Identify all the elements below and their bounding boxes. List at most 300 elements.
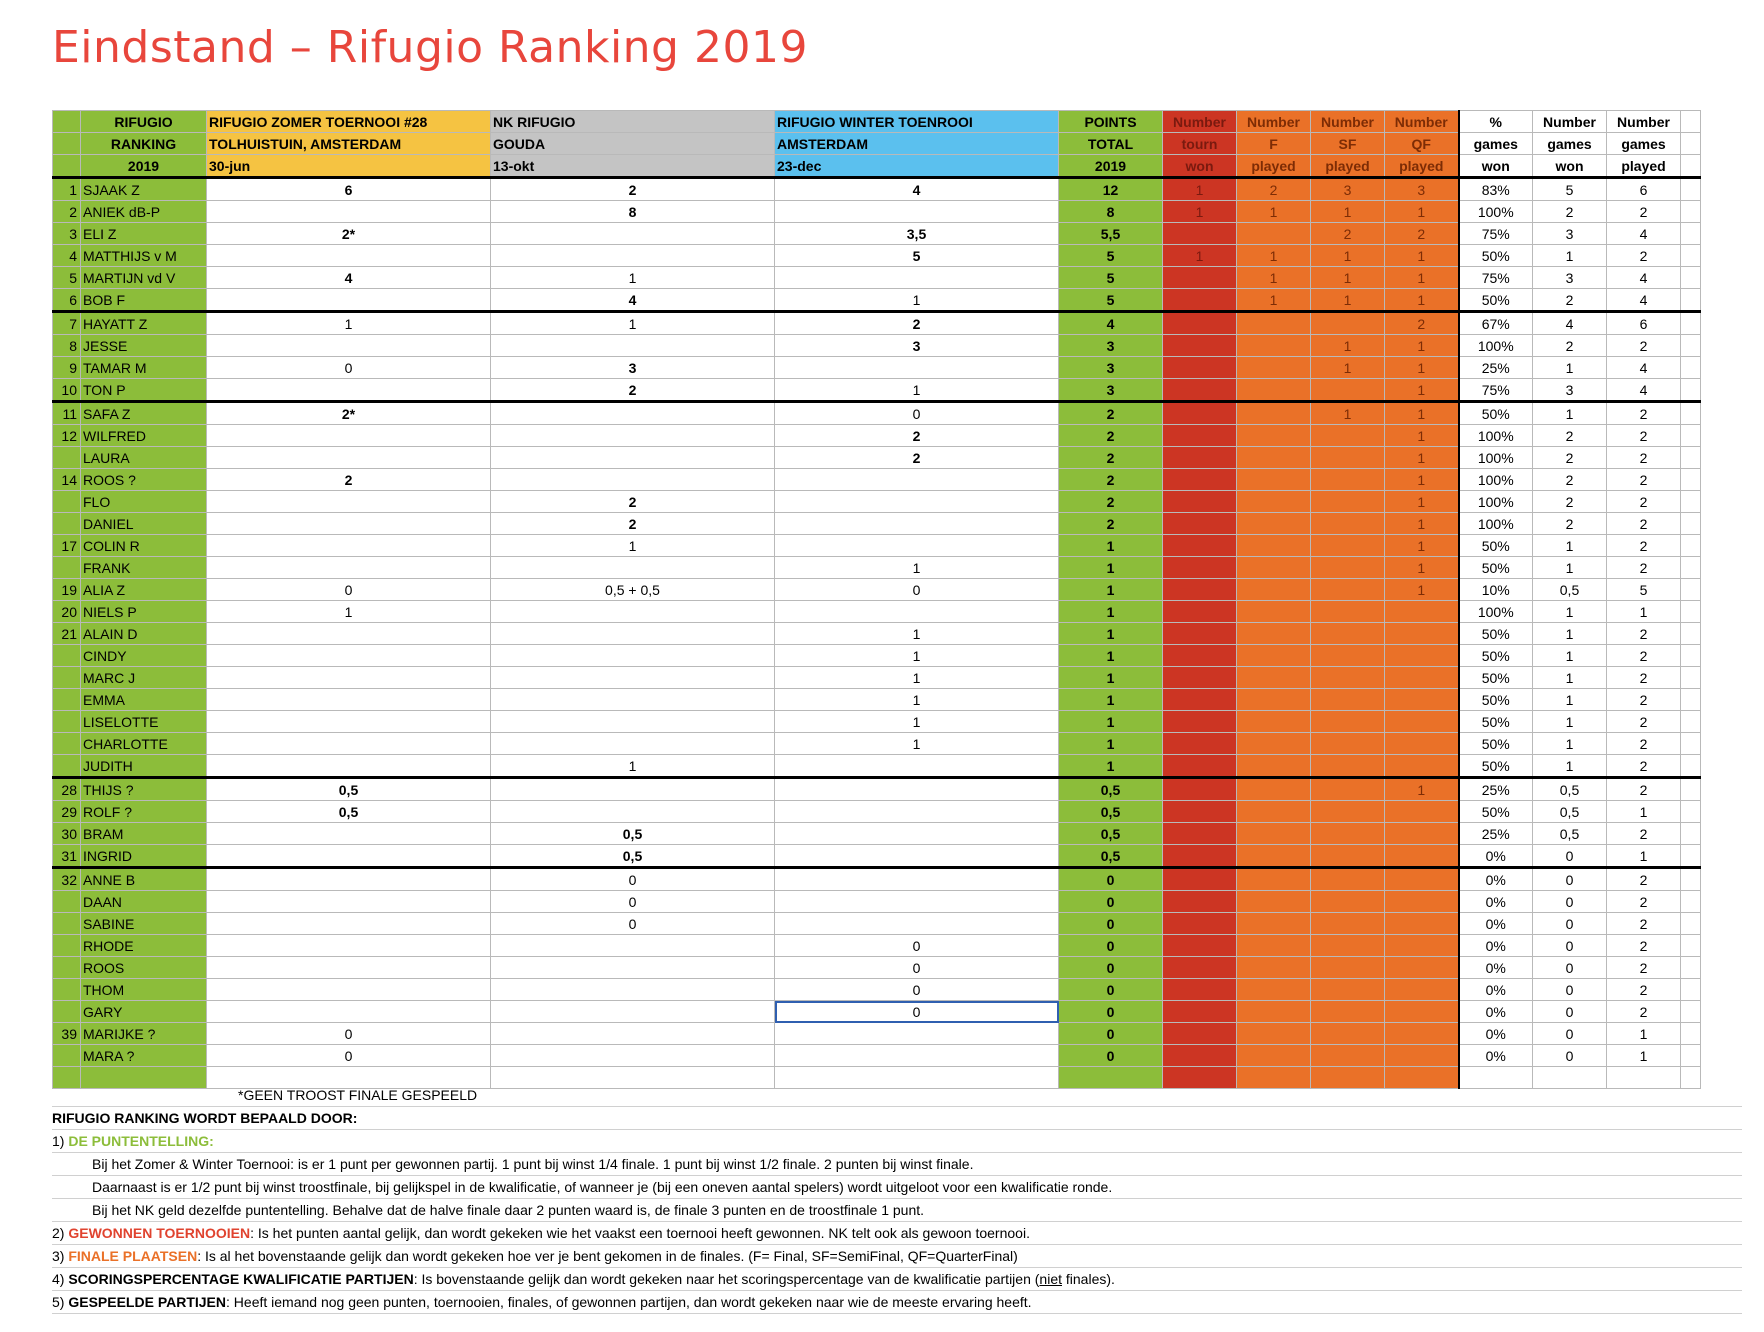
rank-cell[interactable]: 21 [53,623,81,645]
f-played[interactable]: 2 [1237,178,1311,201]
nk-score[interactable] [491,601,775,623]
winter-score[interactable]: 0 [775,935,1059,957]
games-won[interactable]: 2 [1533,289,1607,312]
points-total[interactable]: 1 [1059,535,1163,557]
rank-cell[interactable] [53,689,81,711]
winter-score[interactable]: 1 [775,711,1059,733]
winter-score[interactable] [775,891,1059,913]
pct-games-won[interactable]: 100% [1459,425,1533,447]
qf-played[interactable]: 3 [1385,178,1459,201]
winter-score[interactable] [775,1045,1059,1067]
f-played[interactable] [1237,733,1311,755]
rank-cell[interactable] [53,513,81,535]
player-name[interactable]: INGRID [81,845,207,868]
games-won[interactable]: 1 [1533,645,1607,667]
games-won[interactable]: 0,5 [1533,778,1607,801]
zomer-score[interactable]: 0 [207,579,491,601]
pct-games-won[interactable]: 50% [1459,801,1533,823]
nk-score[interactable] [491,402,775,425]
zomer-score[interactable]: 2* [207,402,491,425]
zomer-score[interactable] [207,957,491,979]
games-won[interactable]: 1 [1533,733,1607,755]
rank-cell[interactable] [53,1001,81,1023]
games-played[interactable]: 2 [1607,778,1681,801]
tourn-won[interactable] [1163,1001,1237,1023]
tourn-won[interactable] [1163,891,1237,913]
tourn-won[interactable] [1163,557,1237,579]
tourn-won[interactable] [1163,1045,1237,1067]
winter-score[interactable]: 1 [775,667,1059,689]
pct-games-won[interactable]: 50% [1459,711,1533,733]
sf-played[interactable] [1311,469,1385,491]
points-total[interactable]: 12 [1059,178,1163,201]
games-played[interactable]: 2 [1607,447,1681,469]
points-total[interactable]: 3 [1059,357,1163,379]
pct-games-won[interactable]: 50% [1459,557,1533,579]
qf-played[interactable] [1385,689,1459,711]
pct-games-won[interactable]: 0% [1459,891,1533,913]
games-won[interactable]: 2 [1533,335,1607,357]
games-won[interactable]: 0 [1533,957,1607,979]
points-total[interactable]: 0,5 [1059,845,1163,868]
nk-score[interactable] [491,469,775,491]
games-won[interactable]: 3 [1533,379,1607,402]
player-name[interactable]: LISELOTTE [81,711,207,733]
sf-played[interactable]: 1 [1311,335,1385,357]
player-name[interactable]: CINDY [81,645,207,667]
points-total[interactable]: 0 [1059,913,1163,935]
zomer-score[interactable] [207,935,491,957]
rank-cell[interactable] [53,979,81,1001]
winter-score[interactable]: 0 [775,402,1059,425]
tourn-won[interactable] [1163,823,1237,845]
f-played[interactable] [1237,491,1311,513]
tourn-won[interactable] [1163,957,1237,979]
nk-score[interactable]: 2 [491,513,775,535]
f-played[interactable] [1237,913,1311,935]
nk-score[interactable] [491,1045,775,1067]
sf-played[interactable] [1311,957,1385,979]
rank-cell[interactable]: 17 [53,535,81,557]
pct-games-won[interactable]: 100% [1459,513,1533,535]
games-played[interactable]: 2 [1607,535,1681,557]
f-played[interactable] [1237,1001,1311,1023]
f-played[interactable] [1237,778,1311,801]
pct-games-won[interactable]: 50% [1459,289,1533,312]
nk-score[interactable] [491,245,775,267]
sf-played[interactable] [1311,645,1385,667]
sf-played[interactable] [1311,935,1385,957]
nk-score[interactable]: 2 [491,178,775,201]
sf-played[interactable] [1311,1001,1385,1023]
zomer-score[interactable] [207,868,491,891]
games-played[interactable]: 2 [1607,491,1681,513]
f-played[interactable] [1237,845,1311,868]
winter-score[interactable]: 0 [775,1001,1059,1023]
winter-score[interactable]: 0 [775,979,1059,1001]
sf-played[interactable] [1311,601,1385,623]
sf-played[interactable]: 1 [1311,201,1385,223]
pct-games-won[interactable]: 0% [1459,845,1533,868]
points-total[interactable]: 5,5 [1059,223,1163,245]
f-played[interactable] [1237,601,1311,623]
winter-score[interactable] [775,491,1059,513]
games-played[interactable]: 2 [1607,689,1681,711]
player-name[interactable]: ROOS ? [81,469,207,491]
pct-games-won[interactable]: 75% [1459,267,1533,289]
nk-score[interactable] [491,1023,775,1045]
zomer-score[interactable]: 4 [207,267,491,289]
qf-played[interactable] [1385,823,1459,845]
games-won[interactable]: 1 [1533,689,1607,711]
zomer-score[interactable] [207,335,491,357]
points-total[interactable]: 1 [1059,645,1163,667]
games-played[interactable]: 2 [1607,425,1681,447]
winter-score[interactable] [775,513,1059,535]
f-played[interactable] [1237,979,1311,1001]
pct-games-won[interactable]: 0% [1459,913,1533,935]
player-name[interactable]: TAMAR M [81,357,207,379]
games-played[interactable]: 2 [1607,979,1681,1001]
zomer-score[interactable] [207,201,491,223]
winter-score[interactable]: 1 [775,379,1059,402]
games-won[interactable]: 0 [1533,891,1607,913]
games-played[interactable]: 1 [1607,1045,1681,1067]
games-won[interactable]: 5 [1533,178,1607,201]
zomer-score[interactable]: 6 [207,178,491,201]
player-name[interactable]: ROOS [81,957,207,979]
points-total[interactable]: 1 [1059,733,1163,755]
zomer-score[interactable] [207,891,491,913]
tourn-won[interactable] [1163,601,1237,623]
f-played[interactable] [1237,868,1311,891]
player-name[interactable]: ANNE B [81,868,207,891]
tourn-won[interactable] [1163,267,1237,289]
sf-played[interactable] [1311,535,1385,557]
zomer-score[interactable]: 0,5 [207,778,491,801]
nk-score[interactable] [491,1001,775,1023]
games-played[interactable]: 1 [1607,845,1681,868]
points-total[interactable]: 1 [1059,557,1163,579]
zomer-score[interactable] [207,623,491,645]
qf-played[interactable] [1385,645,1459,667]
qf-played[interactable]: 1 [1385,379,1459,402]
qf-played[interactable]: 1 [1385,778,1459,801]
tourn-won[interactable] [1163,778,1237,801]
rank-cell[interactable]: 29 [53,801,81,823]
qf-played[interactable] [1385,667,1459,689]
player-name[interactable]: WILFRED [81,425,207,447]
winter-score[interactable] [775,755,1059,778]
rank-cell[interactable]: 20 [53,601,81,623]
f-played[interactable] [1237,357,1311,379]
player-name[interactable]: ALIA Z [81,579,207,601]
tourn-won[interactable] [1163,755,1237,778]
winter-score[interactable]: 1 [775,689,1059,711]
pct-games-won[interactable]: 50% [1459,535,1533,557]
zomer-score[interactable] [207,289,491,312]
zomer-score[interactable] [207,913,491,935]
games-played[interactable]: 2 [1607,755,1681,778]
points-total[interactable]: 5 [1059,289,1163,312]
rank-cell[interactable] [53,447,81,469]
pct-games-won[interactable]: 0% [1459,935,1533,957]
points-total[interactable]: 0,5 [1059,801,1163,823]
games-played[interactable]: 2 [1607,823,1681,845]
sf-played[interactable] [1311,733,1385,755]
qf-played[interactable] [1385,845,1459,868]
points-total[interactable]: 0 [1059,935,1163,957]
games-won[interactable]: 2 [1533,469,1607,491]
f-played[interactable] [1237,223,1311,245]
games-won[interactable]: 1 [1533,402,1607,425]
games-won[interactable]: 1 [1533,755,1607,778]
qf-played[interactable] [1385,891,1459,913]
points-total[interactable]: 1 [1059,601,1163,623]
nk-score[interactable] [491,935,775,957]
rank-cell[interactable]: 28 [53,778,81,801]
f-played[interactable] [1237,645,1311,667]
player-name[interactable]: DAAN [81,891,207,913]
rank-cell[interactable]: 14 [53,469,81,491]
sf-played[interactable] [1311,845,1385,868]
tourn-won[interactable] [1163,513,1237,535]
nk-score[interactable]: 0 [491,913,775,935]
games-played[interactable]: 6 [1607,178,1681,201]
zomer-score[interactable] [207,667,491,689]
games-played[interactable]: 1 [1607,601,1681,623]
tourn-won[interactable] [1163,913,1237,935]
rank-cell[interactable] [53,755,81,778]
qf-played[interactable] [1385,1001,1459,1023]
player-name[interactable]: BOB F [81,289,207,312]
zomer-score[interactable] [207,379,491,402]
pct-games-won[interactable]: 83% [1459,178,1533,201]
spreadsheet[interactable] [52,110,1701,1089]
games-played[interactable]: 2 [1607,667,1681,689]
games-won[interactable]: 0 [1533,845,1607,868]
games-won[interactable]: 0 [1533,913,1607,935]
rank-cell[interactable]: 10 [53,379,81,402]
tourn-won[interactable] [1163,1023,1237,1045]
tourn-won[interactable] [1163,623,1237,645]
sf-played[interactable] [1311,491,1385,513]
player-name[interactable]: SAFA Z [81,402,207,425]
games-won[interactable]: 4 [1533,312,1607,335]
pct-games-won[interactable]: 50% [1459,689,1533,711]
player-name[interactable]: MARA ? [81,1045,207,1067]
games-won[interactable]: 0 [1533,935,1607,957]
tourn-won[interactable] [1163,667,1237,689]
points-total[interactable]: 3 [1059,379,1163,402]
tourn-won[interactable]: 1 [1163,201,1237,223]
nk-score[interactable] [491,689,775,711]
games-won[interactable]: 1 [1533,601,1607,623]
points-total[interactable]: 3 [1059,335,1163,357]
rank-cell[interactable] [53,711,81,733]
games-won[interactable]: 0,5 [1533,823,1607,845]
qf-played[interactable] [1385,733,1459,755]
f-played[interactable] [1237,801,1311,823]
tourn-won[interactable] [1163,402,1237,425]
pct-games-won[interactable]: 100% [1459,601,1533,623]
winter-score[interactable] [775,845,1059,868]
nk-score[interactable] [491,711,775,733]
pct-games-won[interactable]: 75% [1459,379,1533,402]
f-played[interactable] [1237,557,1311,579]
rank-cell[interactable] [53,491,81,513]
zomer-score[interactable] [207,557,491,579]
sf-played[interactable]: 1 [1311,289,1385,312]
f-played[interactable] [1237,1045,1311,1067]
winter-score[interactable]: 1 [775,557,1059,579]
qf-played[interactable] [1385,801,1459,823]
nk-score[interactable] [491,447,775,469]
points-total[interactable]: 0 [1059,891,1163,913]
nk-score[interactable]: 1 [491,312,775,335]
games-won[interactable]: 3 [1533,267,1607,289]
qf-played[interactable] [1385,1023,1459,1045]
games-won[interactable]: 1 [1533,357,1607,379]
qf-played[interactable]: 1 [1385,357,1459,379]
points-total[interactable]: 0 [1059,1023,1163,1045]
pct-games-won[interactable]: 75% [1459,223,1533,245]
games-played[interactable]: 2 [1607,935,1681,957]
tourn-won[interactable] [1163,535,1237,557]
rank-cell[interactable]: 5 [53,267,81,289]
points-total[interactable]: 5 [1059,267,1163,289]
zomer-score[interactable] [207,711,491,733]
games-played[interactable]: 2 [1607,957,1681,979]
nk-score[interactable]: 1 [491,535,775,557]
player-name[interactable]: SABINE [81,913,207,935]
tourn-won[interactable] [1163,379,1237,402]
f-played[interactable] [1237,667,1311,689]
winter-score[interactable] [775,801,1059,823]
winter-score[interactable]: 2 [775,425,1059,447]
qf-played[interactable]: 1 [1385,245,1459,267]
player-name[interactable]: RHODE [81,935,207,957]
games-won[interactable]: 1 [1533,623,1607,645]
pct-games-won[interactable]: 50% [1459,402,1533,425]
games-played[interactable]: 2 [1607,513,1681,535]
tourn-won[interactable] [1163,711,1237,733]
zomer-score[interactable] [207,245,491,267]
tourn-won[interactable] [1163,579,1237,601]
rank-cell[interactable] [53,913,81,935]
rank-cell[interactable]: 7 [53,312,81,335]
qf-played[interactable] [1385,623,1459,645]
nk-score[interactable]: 1 [491,267,775,289]
tourn-won[interactable] [1163,689,1237,711]
sf-played[interactable] [1311,801,1385,823]
player-name[interactable]: JESSE [81,335,207,357]
zomer-score[interactable] [207,845,491,868]
player-name[interactable]: MATTHIJS v M [81,245,207,267]
pct-games-won[interactable]: 0% [1459,979,1533,1001]
player-name[interactable]: NIELS P [81,601,207,623]
games-won[interactable]: 2 [1533,425,1607,447]
games-played[interactable]: 2 [1607,733,1681,755]
zomer-score[interactable] [207,689,491,711]
player-name[interactable]: THIJS ? [81,778,207,801]
games-played[interactable]: 5 [1607,579,1681,601]
tourn-won[interactable]: 1 [1163,245,1237,267]
f-played[interactable] [1237,425,1311,447]
player-name[interactable]: DANIEL [81,513,207,535]
player-name[interactable]: HAYATT Z [81,312,207,335]
player-name[interactable]: MARC J [81,667,207,689]
pct-games-won[interactable]: 100% [1459,491,1533,513]
player-name[interactable]: BRAM [81,823,207,845]
winter-score[interactable] [775,778,1059,801]
tourn-won[interactable] [1163,645,1237,667]
f-played[interactable]: 1 [1237,245,1311,267]
winter-score[interactable] [775,601,1059,623]
nk-score[interactable] [491,557,775,579]
f-played[interactable] [1237,447,1311,469]
f-played[interactable] [1237,335,1311,357]
games-won[interactable]: 2 [1533,513,1607,535]
winter-score[interactable]: 1 [775,733,1059,755]
nk-score[interactable]: 8 [491,201,775,223]
rank-cell[interactable]: 11 [53,402,81,425]
points-total[interactable]: 2 [1059,447,1163,469]
rank-cell[interactable]: 32 [53,868,81,891]
points-total[interactable]: 1 [1059,755,1163,778]
qf-played[interactable]: 2 [1385,312,1459,335]
points-total[interactable]: 0,5 [1059,778,1163,801]
tourn-won[interactable] [1163,469,1237,491]
player-name[interactable]: LAURA [81,447,207,469]
nk-score[interactable] [491,623,775,645]
qf-played[interactable]: 1 [1385,289,1459,312]
tourn-won[interactable] [1163,801,1237,823]
zomer-score[interactable] [207,535,491,557]
sf-played[interactable]: 1 [1311,402,1385,425]
qf-played[interactable]: 1 [1385,402,1459,425]
player-name[interactable]: CHARLOTTE [81,733,207,755]
games-played[interactable]: 4 [1607,379,1681,402]
winter-score[interactable] [775,201,1059,223]
qf-played[interactable]: 1 [1385,201,1459,223]
winter-score[interactable]: 4 [775,178,1059,201]
pct-games-won[interactable]: 0% [1459,957,1533,979]
f-played[interactable] [1237,379,1311,402]
zomer-score[interactable]: 2* [207,223,491,245]
f-played[interactable] [1237,957,1311,979]
qf-played[interactable]: 2 [1385,223,1459,245]
games-played[interactable]: 2 [1607,245,1681,267]
rank-cell[interactable]: 6 [53,289,81,312]
nk-score[interactable] [491,335,775,357]
points-total[interactable]: 0 [1059,1001,1163,1023]
qf-played[interactable]: 1 [1385,491,1459,513]
games-played[interactable]: 2 [1607,402,1681,425]
winter-score[interactable]: 3,5 [775,223,1059,245]
tourn-won[interactable] [1163,868,1237,891]
nk-score[interactable] [491,733,775,755]
rank-cell[interactable] [53,957,81,979]
points-total[interactable]: 8 [1059,201,1163,223]
games-won[interactable]: 2 [1533,447,1607,469]
tourn-won[interactable] [1163,289,1237,312]
nk-score[interactable]: 3 [491,357,775,379]
sf-played[interactable] [1311,823,1385,845]
pct-games-won[interactable]: 100% [1459,335,1533,357]
points-total[interactable]: 0 [1059,957,1163,979]
sf-played[interactable] [1311,379,1385,402]
